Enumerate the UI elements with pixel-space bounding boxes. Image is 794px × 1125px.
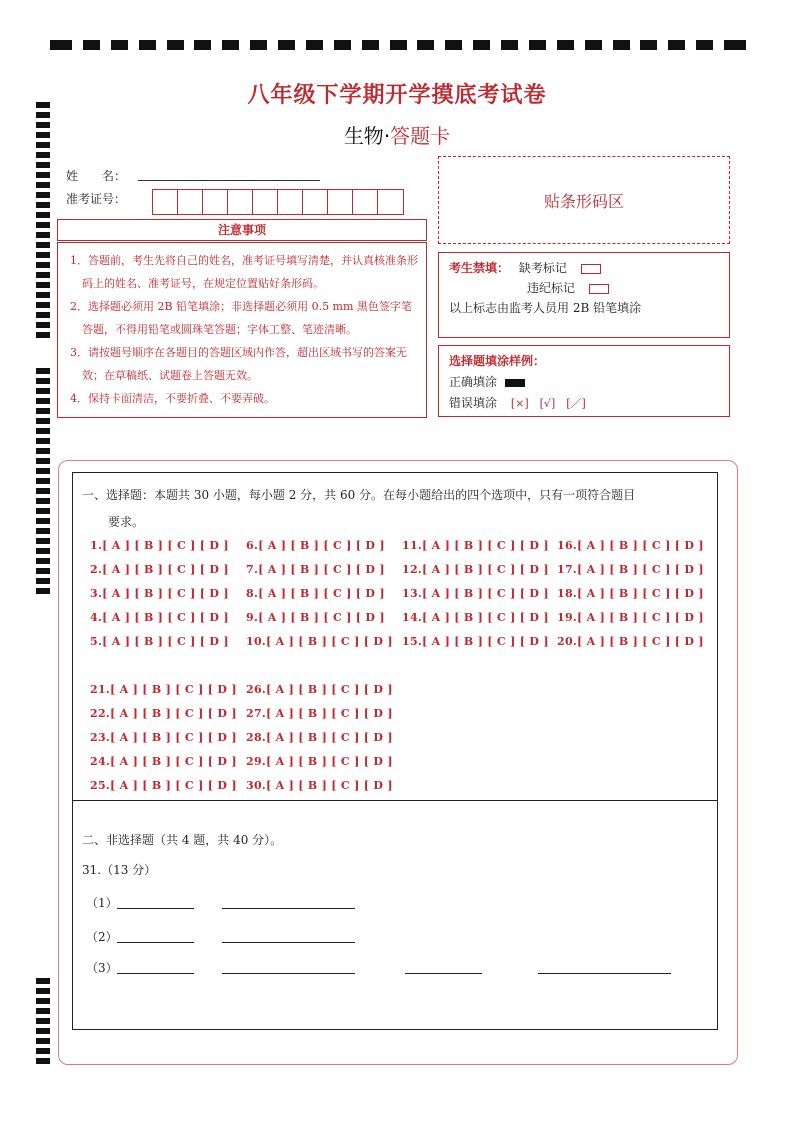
part-3-answer-line-b[interactable] xyxy=(222,973,355,974)
mcq-number: 26. xyxy=(246,683,267,696)
mcq-options[interactable]: [ A ] [ B ] [ C ] [ D ] xyxy=(110,707,237,720)
mcq-item[interactable] xyxy=(246,707,393,720)
mcq-item[interactable] xyxy=(90,563,229,576)
mcq-number: 16. xyxy=(557,539,578,552)
mcq-number: 3. xyxy=(90,587,103,600)
mcq-item[interactable] xyxy=(90,635,229,648)
mcq-item[interactable] xyxy=(90,539,229,552)
mcq-item[interactable] xyxy=(246,563,385,576)
part-1-answer-line-b[interactable] xyxy=(222,908,355,909)
id-number-boxes[interactable] xyxy=(152,189,404,215)
mcq-options[interactable]: [ A ] [ B ] [ C ] [ D ] xyxy=(102,611,229,624)
left-timing-marks-mid xyxy=(36,368,50,598)
barcode-area: 贴条形码区 xyxy=(438,156,730,244)
mcq-options[interactable]: [ A ] [ B ] [ C ] [ D ] xyxy=(422,539,549,552)
mcq-item[interactable] xyxy=(246,539,385,552)
answer-card-subtitle xyxy=(0,120,794,149)
mcq-options[interactable]: [ A ] [ B ] [ C ] [ D ] xyxy=(102,563,229,576)
flags-label: 考生禁填： xyxy=(449,261,510,275)
mcq-options[interactable]: [ A ] [ B ] [ C ] [ D ] xyxy=(110,779,237,792)
mcq-number: 10. xyxy=(246,635,267,648)
mcq-item[interactable] xyxy=(246,683,393,696)
mcq-options[interactable]: [ A ] [ B ] [ C ] [ D ] xyxy=(422,611,549,624)
mcq-number: 17. xyxy=(557,563,578,576)
mcq-number: 21. xyxy=(90,683,111,696)
correct-fill-label: 正确填涂 xyxy=(449,375,498,389)
mcq-number: 23. xyxy=(90,731,111,744)
name-field[interactable] xyxy=(138,180,320,181)
mcq-number: 7. xyxy=(246,563,259,576)
exam-title: 八年级下学期开学摸底考试卷 xyxy=(247,83,547,108)
mcq-item[interactable] xyxy=(402,563,549,576)
mcq-number: 20. xyxy=(557,635,578,648)
mcq-item[interactable] xyxy=(90,611,229,624)
part-1-answer-line-a[interactable] xyxy=(117,908,194,909)
top-timing-marks xyxy=(50,40,746,50)
part-3-answer-line-d[interactable] xyxy=(538,973,671,974)
mcq-item[interactable] xyxy=(402,611,549,624)
notice-item: 2．选择题必须用 2B 铅笔填涂；非选择题必须用 0.5 mm 黑色签字笔答题，不得用铅笔或圆珠笔答题；字体工整、笔迹清晰。 xyxy=(70,300,412,336)
mcq-number: 1. xyxy=(90,539,103,552)
mcq-item[interactable] xyxy=(90,779,237,792)
mcq-options[interactable]: [ A ] [ B ] [ C ] [ D ] xyxy=(577,539,704,552)
wrong-fill-samples: [×] [√] [／] xyxy=(510,397,586,410)
correct-fill-sample xyxy=(505,379,525,387)
mcq-item[interactable] xyxy=(246,587,385,600)
mcq-item[interactable] xyxy=(90,683,237,696)
fill-example-title: 选择题填涂样例： xyxy=(449,354,546,368)
violation-mark[interactable] xyxy=(589,284,609,294)
section2-title: 二、非选择题（共 4 题，共 40 分）。 xyxy=(82,833,283,847)
left-timing-marks-bottom xyxy=(36,978,50,1068)
mcq-options[interactable]: [ A ] [ B ] [ C ] [ D ] xyxy=(422,635,549,648)
mcq-options[interactable]: [ A ] [ B ] [ C ] [ D ] xyxy=(266,755,393,768)
part-3-answer-line-a[interactable] xyxy=(117,973,194,974)
mcq-number: 12. xyxy=(402,563,423,576)
notice-item: 1．答题前，考生先将自己的姓名，准考证号填写清楚，并认真核准条形码上的姓名、准考证号，在规定位置贴好条形码。 xyxy=(70,254,418,290)
mcq-options[interactable]: [ A ] [ B ] [ C ] [ D ] xyxy=(258,587,385,600)
mcq-options[interactable]: [ A ] [ B ] [ C ] [ D ] xyxy=(102,635,229,648)
name-label: 姓 名： xyxy=(66,169,127,183)
mcq-item[interactable] xyxy=(90,707,237,720)
part-3-label: （3） xyxy=(86,961,118,975)
section-divider xyxy=(72,800,718,801)
question-31-label: 31.（13 分） xyxy=(82,863,157,877)
mcq-number: 14. xyxy=(402,611,423,624)
wrong-fill-label: 错误填涂 xyxy=(449,396,498,410)
subtitle-separator: · xyxy=(383,124,391,148)
answer-area-inner xyxy=(72,472,718,1030)
part-2-answer-line-b[interactable] xyxy=(222,942,355,943)
mcq-options[interactable]: [ A ] [ B ] [ C ] [ D ] xyxy=(577,611,704,624)
mcq-options[interactable]: [ A ] [ B ] [ C ] [ D ] xyxy=(577,563,704,576)
mcq-item[interactable] xyxy=(557,611,704,624)
mcq-options[interactable]: [ A ] [ B ] [ C ] [ D ] xyxy=(102,539,229,552)
mcq-options[interactable]: [ A ] [ B ] [ C ] [ D ] xyxy=(422,587,549,600)
flags-note: 以上标志由监考人员用 2B 铅笔填涂 xyxy=(449,301,642,315)
mcq-options[interactable]: [ A ] [ B ] [ C ] [ D ] xyxy=(266,707,393,720)
mcq-number: 19. xyxy=(557,611,578,624)
mcq-item[interactable] xyxy=(557,635,704,648)
mcq-item[interactable] xyxy=(402,539,549,552)
mcq-number: 4. xyxy=(90,611,103,624)
mcq-options[interactable]: [ A ] [ B ] [ C ] [ D ] xyxy=(258,611,385,624)
mcq-number: 25. xyxy=(90,779,111,792)
absent-label: 缺考标记 xyxy=(518,261,567,275)
mcq-item[interactable] xyxy=(402,635,549,648)
notice-item: 4．保持卡面清洁，不要折叠、不要弄破。 xyxy=(70,392,275,405)
mcq-item[interactable] xyxy=(557,539,704,552)
mcq-item[interactable] xyxy=(90,731,237,744)
mcq-options[interactable]: [ A ] [ B ] [ C ] [ D ] xyxy=(266,779,393,792)
mcq-item[interactable] xyxy=(90,587,229,600)
id-label: 准考证号： xyxy=(66,192,127,206)
mcq-item[interactable] xyxy=(402,587,549,600)
mcq-options[interactable]: [ A ] [ B ] [ C ] [ D ] xyxy=(110,683,237,696)
mcq-options[interactable]: [ A ] [ B ] [ C ] [ D ] xyxy=(266,635,393,648)
part-2-label: （2） xyxy=(86,930,118,944)
mcq-item[interactable] xyxy=(557,563,704,576)
mcq-options[interactable]: [ A ] [ B ] [ C ] [ D ] xyxy=(422,563,549,576)
mcq-options[interactable]: [ A ] [ B ] [ C ] [ D ] xyxy=(577,587,704,600)
section1-title: 一、选择题：本题共 30 小题，每小题 2 分，共 60 分。在每小题给出的四个选项中，只有一项符合题目 xyxy=(82,488,636,502)
mcq-number: 24. xyxy=(90,755,111,768)
mcq-item[interactable] xyxy=(90,755,237,768)
mcq-number: 18. xyxy=(557,587,578,600)
mcq-number: 11. xyxy=(402,539,423,552)
section1-title-cont: 要求。 xyxy=(108,515,145,529)
mcq-number: 9. xyxy=(246,611,259,624)
exam-flags-box xyxy=(438,252,730,338)
mcq-number: 30. xyxy=(246,779,267,792)
notice-heading: 注意事项 xyxy=(57,219,427,241)
mcq-number: 8. xyxy=(246,587,259,600)
notice-item: 3．请按题号顺序在各题目的答题区域内作答，超出区域书写的答案无效；在草稿纸、试题卷上答题无效。 xyxy=(70,346,407,382)
mcq-number: 28. xyxy=(246,731,267,744)
mcq-item[interactable] xyxy=(557,587,704,600)
mcq-options[interactable]: [ A ] [ B ] [ C ] [ D ] xyxy=(258,563,385,576)
mcq-number: 15. xyxy=(402,635,423,648)
mcq-item[interactable] xyxy=(246,611,385,624)
notice-box xyxy=(57,242,427,418)
mcq-number: 2. xyxy=(90,563,103,576)
mcq-number: 5. xyxy=(90,635,103,648)
mcq-number: 22. xyxy=(90,707,111,720)
mcq-item[interactable] xyxy=(246,779,393,792)
card-label: 答题卡 xyxy=(390,124,451,148)
mcq-options[interactable]: [ A ] [ B ] [ C ] [ D ] xyxy=(258,539,385,552)
absent-mark[interactable] xyxy=(581,264,601,274)
mcq-item[interactable] xyxy=(246,755,393,768)
mcq-options[interactable]: [ A ] [ B ] [ C ] [ D ] xyxy=(577,635,704,648)
mcq-number: 6. xyxy=(246,539,259,552)
mcq-number: 27. xyxy=(246,707,267,720)
part-2-answer-line-a[interactable] xyxy=(117,942,194,943)
fill-example-box xyxy=(438,345,730,417)
mcq-options[interactable]: [ A ] [ B ] [ C ] [ D ] xyxy=(110,731,237,744)
mcq-options[interactable]: [ A ] [ B ] [ C ] [ D ] xyxy=(266,683,393,696)
subject-label: 生物 xyxy=(343,124,384,148)
part-3-answer-line-c[interactable] xyxy=(405,973,482,974)
mcq-item[interactable] xyxy=(246,635,393,648)
mcq-number: 13. xyxy=(402,587,423,600)
part-1-label: （1） xyxy=(86,896,118,910)
mcq-item[interactable] xyxy=(246,731,393,744)
violation-label: 违纪标记 xyxy=(527,281,576,295)
mcq-options[interactable]: [ A ] [ B ] [ C ] [ D ] xyxy=(266,731,393,744)
mcq-options[interactable]: [ A ] [ B ] [ C ] [ D ] xyxy=(102,587,229,600)
mcq-options[interactable]: [ A ] [ B ] [ C ] [ D ] xyxy=(110,755,237,768)
mcq-number: 29. xyxy=(246,755,267,768)
